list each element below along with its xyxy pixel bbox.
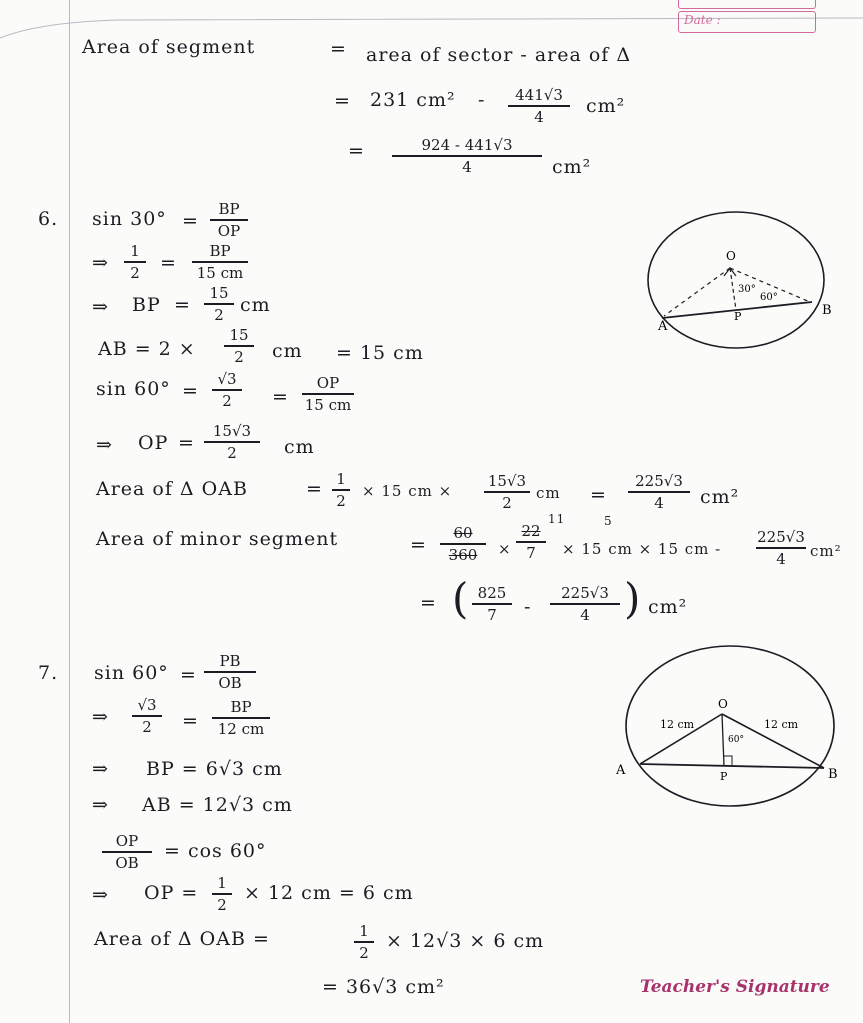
equals-sign: =	[178, 432, 195, 454]
fraction-15-over-2: 15 2	[224, 326, 254, 366]
area-oab-label: Area of Δ OAB =	[94, 928, 270, 950]
fraction-pb-over-ob: PB OB	[204, 652, 256, 692]
minus-sign: -	[524, 596, 532, 618]
op-label: OP	[138, 432, 169, 454]
equals-sign: =	[334, 90, 351, 112]
implies-arrow: ⇒	[92, 706, 109, 728]
fraction-825-over-7: 825 7	[472, 584, 512, 624]
q7-circle	[626, 646, 834, 806]
cancel-11: 11	[548, 512, 566, 526]
times-sign: ×	[498, 540, 512, 558]
q7-label-b: B	[828, 767, 838, 782]
sector-area-value: 231 cm²	[370, 89, 456, 111]
implies-arrow: ⇒	[92, 884, 109, 906]
area-oab-expression: × 12√3 × 6 cm	[386, 930, 545, 952]
unit-cm2: cm²	[810, 542, 842, 560]
equals-sign: =	[272, 386, 289, 408]
fraction-root3-over-2: √3 2	[132, 696, 162, 736]
q6-label-60: 60°	[760, 292, 778, 303]
fraction-441root3-over-4: 441√3 4	[508, 86, 570, 126]
q6-label-b: B	[822, 303, 832, 318]
fraction-one-half: 1 2	[354, 922, 374, 962]
q6-circle-diagram	[640, 210, 850, 360]
implies-arrow: ⇒	[96, 434, 113, 456]
q7-label-angle: 60°	[728, 735, 744, 745]
equals-sign: =	[590, 484, 607, 506]
unit-cm: cm	[536, 484, 561, 502]
fraction-225root3-over-4: 225√3 4	[550, 584, 620, 624]
equals-sign: =	[348, 140, 365, 162]
bp-line: BP = 6√3 cm	[146, 758, 283, 780]
op-line-start: OP =	[144, 882, 199, 904]
unit-cm: cm	[284, 436, 315, 458]
fraction-15-over-2: 15 2	[204, 284, 234, 324]
cancel-5: 5	[604, 514, 613, 528]
cos60-expression: = cos 60°	[164, 840, 267, 862]
unit-cm2: cm²	[552, 156, 592, 178]
q7-circle-diagram	[612, 640, 852, 810]
q7-perpendicular-op	[722, 714, 724, 766]
fraction-bp-over-op: BP OP	[210, 200, 248, 240]
fraction-op-over-ob: OP OB	[102, 832, 152, 872]
q6-label-o: O	[726, 249, 736, 263]
question-number-7: 7.	[38, 662, 59, 684]
fraction-225root3-over-4: 225√3 4	[757, 528, 805, 568]
equals-sign: =	[174, 294, 191, 316]
fraction-bp-over-15cm: BP 15 cm	[192, 242, 248, 282]
open-paren: (	[452, 574, 470, 623]
equals-sign: =	[182, 380, 199, 402]
equals-sign: =	[182, 210, 199, 232]
unit-cm: cm	[272, 340, 303, 362]
equals-sign: =	[410, 534, 427, 556]
q7-label-p: P	[720, 770, 728, 783]
q7-label-o: O	[718, 697, 728, 711]
fraction-225root3-over-4: 225√3 4	[628, 472, 690, 512]
unit-cm2: cm²	[586, 95, 626, 117]
close-paren: )	[624, 574, 642, 623]
question-number-6: 6.	[38, 208, 59, 230]
q7-label-a: A	[616, 763, 626, 778]
equals-sign: =	[306, 478, 323, 500]
teacher-signature-label: Teacher's Signature	[640, 977, 830, 997]
sin30-label: sin 30°	[92, 208, 167, 230]
q6-label-30: 30°	[738, 284, 756, 295]
fraction-15root3-over-2: 15√3 2	[204, 422, 260, 462]
implies-arrow: ⇒	[92, 296, 109, 318]
minor-segment-label: Area of minor segment	[96, 528, 339, 550]
op-line-end: × 12 cm = 6 cm	[244, 882, 414, 904]
margin-line	[69, 0, 70, 1023]
fraction-op-over-15cm: OP 15 cm	[302, 374, 354, 414]
equals-sign: =	[420, 592, 437, 614]
q6-label-p: P	[734, 310, 742, 323]
fraction-60-over-360: 60 360	[440, 524, 486, 564]
segment-area-formula: area of sector - area of Δ	[366, 44, 632, 66]
fraction-final-segment: 924 - 441√3 4	[392, 136, 542, 176]
fraction-15root3-over-2: 15√3 2	[484, 472, 530, 512]
equals-sign: =	[180, 664, 197, 686]
area-oab-label: Area of Δ OAB	[96, 478, 248, 500]
fraction-one-half: 1 2	[332, 470, 350, 510]
sin60-label: sin 60°	[96, 378, 171, 400]
implies-arrow: ⇒	[92, 794, 109, 816]
unit-cm2: cm²	[648, 596, 688, 618]
ab-line-label: AB = 2 ×	[98, 338, 196, 360]
implies-arrow: ⇒	[92, 252, 109, 274]
bp-label: BP	[132, 294, 161, 316]
page-number-box	[678, 0, 816, 9]
equals-sign: =	[160, 252, 177, 274]
fraction-bp-over-12cm: BP 12 cm	[212, 698, 270, 738]
q6-label-a: A	[658, 319, 668, 334]
area-oab-result: = 36√3 cm²	[322, 976, 445, 998]
segment-area-label: Area of segment	[82, 36, 256, 58]
equals-sign: =	[330, 38, 347, 60]
ab-result: = 15 cm	[336, 342, 424, 364]
q6-circle	[648, 212, 824, 348]
area-oab-middle: × 15 cm ×	[362, 482, 453, 500]
implies-arrow: ⇒	[92, 758, 109, 780]
ab-line: AB = 12√3 cm	[142, 794, 293, 816]
date-label: Date :	[684, 13, 721, 27]
unit-cm2: cm²	[700, 486, 740, 508]
unit-cm: cm	[240, 294, 271, 316]
minor-segment-middle: × 15 cm × 15 cm -	[562, 540, 722, 558]
fraction-22-over-7: 22 7	[516, 522, 546, 562]
equals-sign: =	[182, 710, 199, 732]
sin60-label: sin 60°	[94, 662, 169, 684]
fraction-one-half: 1 2	[124, 242, 146, 282]
q7-label-right-side: 12 cm	[764, 718, 799, 731]
fraction-one-half: 1 2	[212, 874, 232, 914]
q6-radius-oa	[664, 268, 730, 316]
minus-sign: -	[478, 89, 486, 111]
fraction-root3-over-2: √3 2	[212, 370, 242, 410]
q7-label-left-side: 12 cm	[660, 718, 695, 731]
